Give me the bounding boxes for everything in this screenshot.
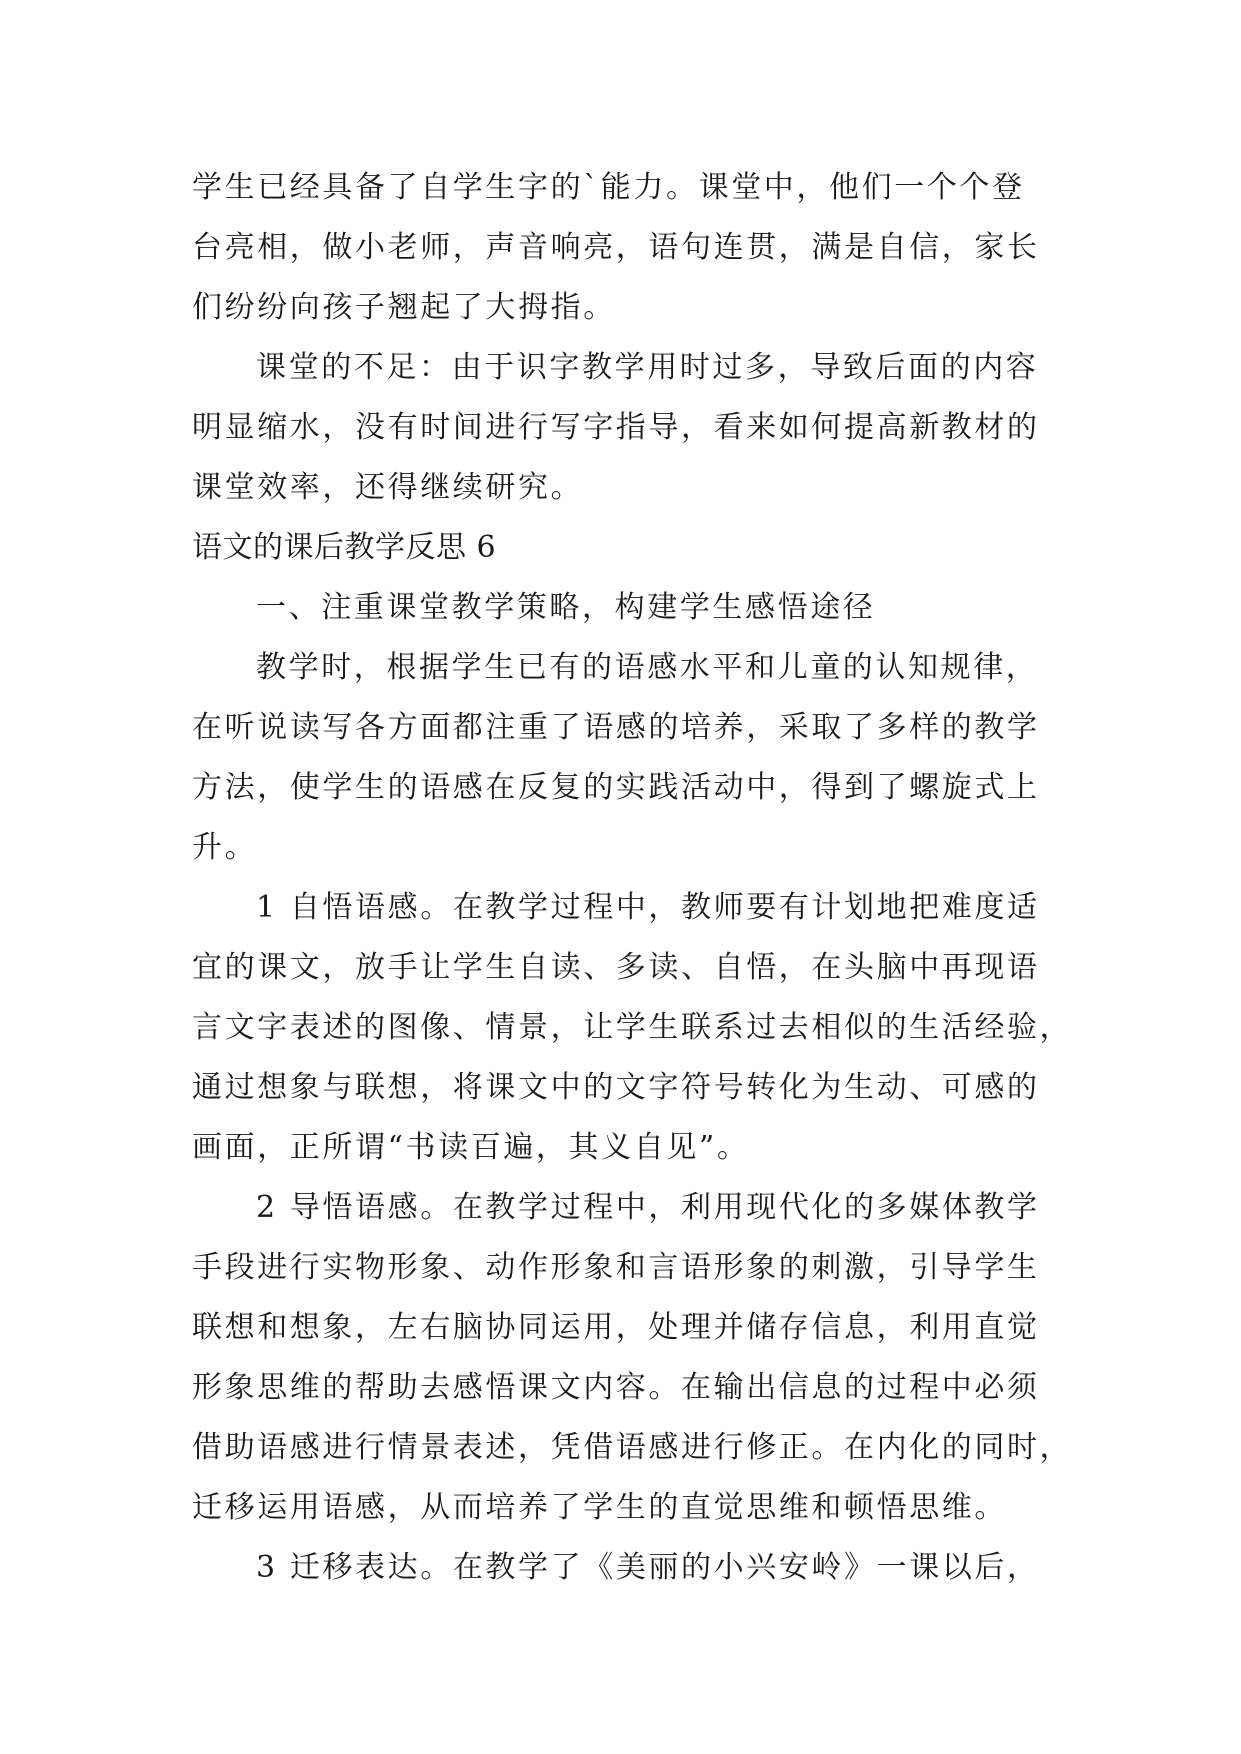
text-line: 通过想象与联想，将课文中的文字符号转化为生动、可感的 xyxy=(192,1070,1040,1105)
text-line: 2 导悟语感。在教学过程中，利用现代化的多媒体教学 xyxy=(256,1190,1040,1225)
text-line: 明显缩水，没有时间进行写字指导，看来如何提高新教材的 xyxy=(192,410,1040,445)
text-line: 3 迁移表达。在教学了《美丽的小兴安岭》一课以后， xyxy=(256,1550,1040,1585)
text-line: 课堂的不足：由于识字教学用时过多，导致后面的内容 xyxy=(256,350,1039,385)
text-line: 手段进行实物形象、动作形象和言语形象的刺激，引导学生 xyxy=(192,1250,1040,1285)
document-body xyxy=(192,158,1073,1598)
text-line: 借助语感进行情景表述，凭借语感进行修正。在内化的同时， xyxy=(192,1430,1073,1465)
subheading: 一、注重课堂教学策略，构建学生感悟途径 xyxy=(256,590,876,625)
text-line: 们纷纷向孩子翘起了大拇指。 xyxy=(192,290,616,325)
text-line: 台亮相，做小老师，声音响亮，语句连贯，满是自信，家长 xyxy=(192,230,1040,265)
text-line: 升。 xyxy=(192,830,258,865)
text-line: 迁移运用语感，从而培养了学生的直觉思维和顿悟思维。 xyxy=(192,1490,1007,1525)
text-line: 教学时，根据学生已有的语感水平和儿童的认知规律， xyxy=(256,650,1039,685)
text-line: 言文字表述的图像、情景，让学生联系过去相似的生活经验， xyxy=(192,1010,1073,1045)
text-line: 1 自悟语感。在教学过程中，教师要有计划地把难度适 xyxy=(256,890,1040,925)
text-line: 宜的课文，放手让学生自读、多读、自悟，在头脑中再现语 xyxy=(192,950,1040,985)
section-heading: 语文的课后教学反思 6 xyxy=(192,530,497,565)
text-line: 在听说读写各方面都注重了语感的培养，采取了多样的教学 xyxy=(192,710,1040,745)
text-line: 联想和想象，左右脑协同运用，处理并储存信息，利用直觉 xyxy=(192,1310,1040,1345)
text-line: 画面，正所谓“书读百遍，其义自见”。 xyxy=(192,1130,750,1165)
text-line: 方法，使学生的语感在反复的实践活动中，得到了螺旋式上 xyxy=(192,770,1040,805)
text-line: 形象思维的帮助去感悟课文内容。在输出信息的过程中必须 xyxy=(192,1370,1040,1405)
text-line: 学生已经具备了自学生字的`能力。课堂中，他们一个个登 xyxy=(192,170,1025,205)
text-line: 课堂效率，还得继续研究。 xyxy=(192,470,584,505)
